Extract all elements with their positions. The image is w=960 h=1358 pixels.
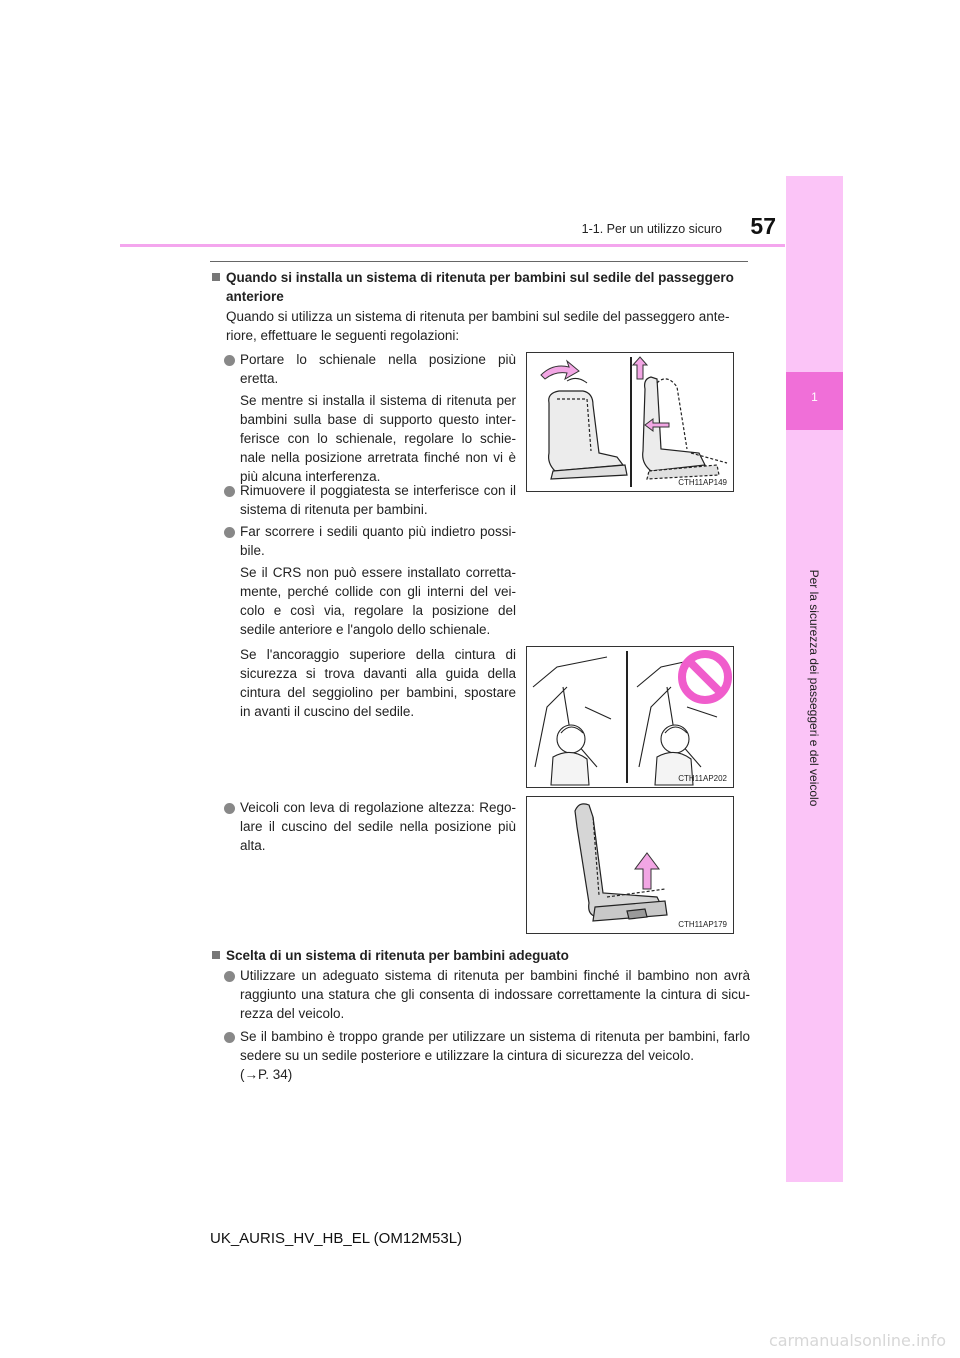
- square-bullet-icon: [212, 273, 220, 281]
- figure-belt-anchor: [526, 646, 734, 788]
- belt-anchor-illustration: [527, 647, 733, 787]
- bullet-icon: [224, 1032, 235, 1043]
- figure-code: CTH11AP202: [678, 774, 727, 783]
- bullet-icon: [224, 971, 235, 982]
- intro-line: Quando si utilizza un sistema di ritenuta per bambini sul sedile del passeggero ante-: [226, 309, 730, 324]
- bullet-paragraph: Se il CRS non può essere installato corretta-: [240, 565, 516, 580]
- figure-seatback-recline: [526, 352, 734, 492]
- seat-height-illustration: [527, 797, 733, 933]
- bullet-paragraph: nale nella posizione arretrata finché non vi è: [240, 450, 516, 465]
- bullet-text: Portare lo schienale nella posizione più: [240, 352, 516, 367]
- bullet-paragraph: sicurezza si trova davanti alla guida della: [240, 666, 516, 681]
- bullet-icon: [224, 486, 235, 497]
- bullet-text: alta.: [240, 838, 266, 853]
- figure-code: CTH11AP179: [678, 920, 727, 929]
- chapter-number: 1: [811, 390, 818, 404]
- section-heading-front-seat: Quando si installa un sistema di ritenuta per bambini sul sedile del passeggero: [212, 268, 752, 287]
- square-bullet-icon: [212, 951, 220, 959]
- intro-line: riore, effettuare le seguenti regolazioni:: [226, 328, 460, 343]
- bullet-text: eretta.: [240, 371, 279, 386]
- figure-code: CTH11AP149: [678, 478, 727, 487]
- running-header: 1-1. Per un utilizzo sicuro: [581, 222, 722, 236]
- bullet-paragraph: in avanti il cuscino del sedile.: [240, 704, 415, 719]
- bullet-icon: [224, 527, 235, 538]
- bullet-text: Utilizzare un adeguato sistema di ritenuta per bambini finché il bambino non avrà: [240, 968, 750, 983]
- bullet-text: Veicoli con leva di regolazione altezza: Rego-: [240, 800, 516, 815]
- watermark: carmanualsonline.info: [768, 1331, 946, 1350]
- bullet-text: Far scorrere i sedili quanto più indietro possi-: [240, 524, 516, 539]
- figure-seat-height: [526, 796, 734, 934]
- bullet-text: sedere su un sedile posteriore e utilizzare la cintura di sicurezza del veicolo.: [240, 1048, 694, 1063]
- bullet-text: Rimuovere il poggiatesta se interferisce con il: [240, 483, 516, 498]
- bullet-paragraph: Se mentre si installa il sistema di ritenuta per: [240, 393, 516, 408]
- seatback-illustration: [527, 353, 733, 491]
- bullet-paragraph: sedile anteriore e l'angolo dello schienale.: [240, 622, 491, 637]
- header-rule: [120, 244, 785, 247]
- bullet-paragraph: colo e così via, regolare la posizione del: [240, 603, 516, 618]
- page-number: 57: [750, 213, 776, 239]
- bullet-icon: [224, 355, 235, 366]
- section-heading-choose-crs: Scelta di un sistema di ritenuta per bambini adeguato: [212, 946, 752, 965]
- content-top-rule: [210, 261, 748, 262]
- page-reference-link[interactable]: (→P. 34): [240, 1067, 293, 1082]
- bullet-icon: [224, 803, 235, 814]
- bullet-text: sistema di ritenuta per bambini.: [240, 502, 428, 517]
- section-heading-line2: anteriore: [226, 289, 284, 304]
- bullet-text: lare il cuscino del sedile nella posizione più: [240, 819, 516, 834]
- bullet-paragraph: più alcuna interferenza.: [240, 469, 381, 484]
- bullet-paragraph: cintura del seggiolino per bambini, spostare: [240, 685, 516, 700]
- chapter-title: Per la sicurezza dei passeggeri e del veicolo: [807, 569, 821, 807]
- bullet-paragraph: mente, perché collide con gli interni del vei-: [240, 584, 516, 599]
- bullet-paragraph: bambini sulla base di supporto questo inter-: [240, 412, 516, 427]
- footer-document-code: UK_AURIS_HV_HB_EL (OM12M53L): [210, 1230, 463, 1247]
- bullet-text: raggiunto una statura che gli consenta di indossare correttamente la cintura di sicu-: [240, 987, 750, 1002]
- bullet-text: Se il bambino è troppo grande per utilizzare un sistema di ritenuta per bambini, farlo: [240, 1029, 750, 1044]
- bullet-text: rezza del veicolo.: [240, 1006, 345, 1021]
- bullet-paragraph: Se l'ancoraggio superiore della cintura di: [240, 647, 516, 662]
- bullet-text: bile.: [240, 543, 265, 558]
- bullet-paragraph: ferisce con lo schienale, regolare lo schie-: [240, 431, 516, 446]
